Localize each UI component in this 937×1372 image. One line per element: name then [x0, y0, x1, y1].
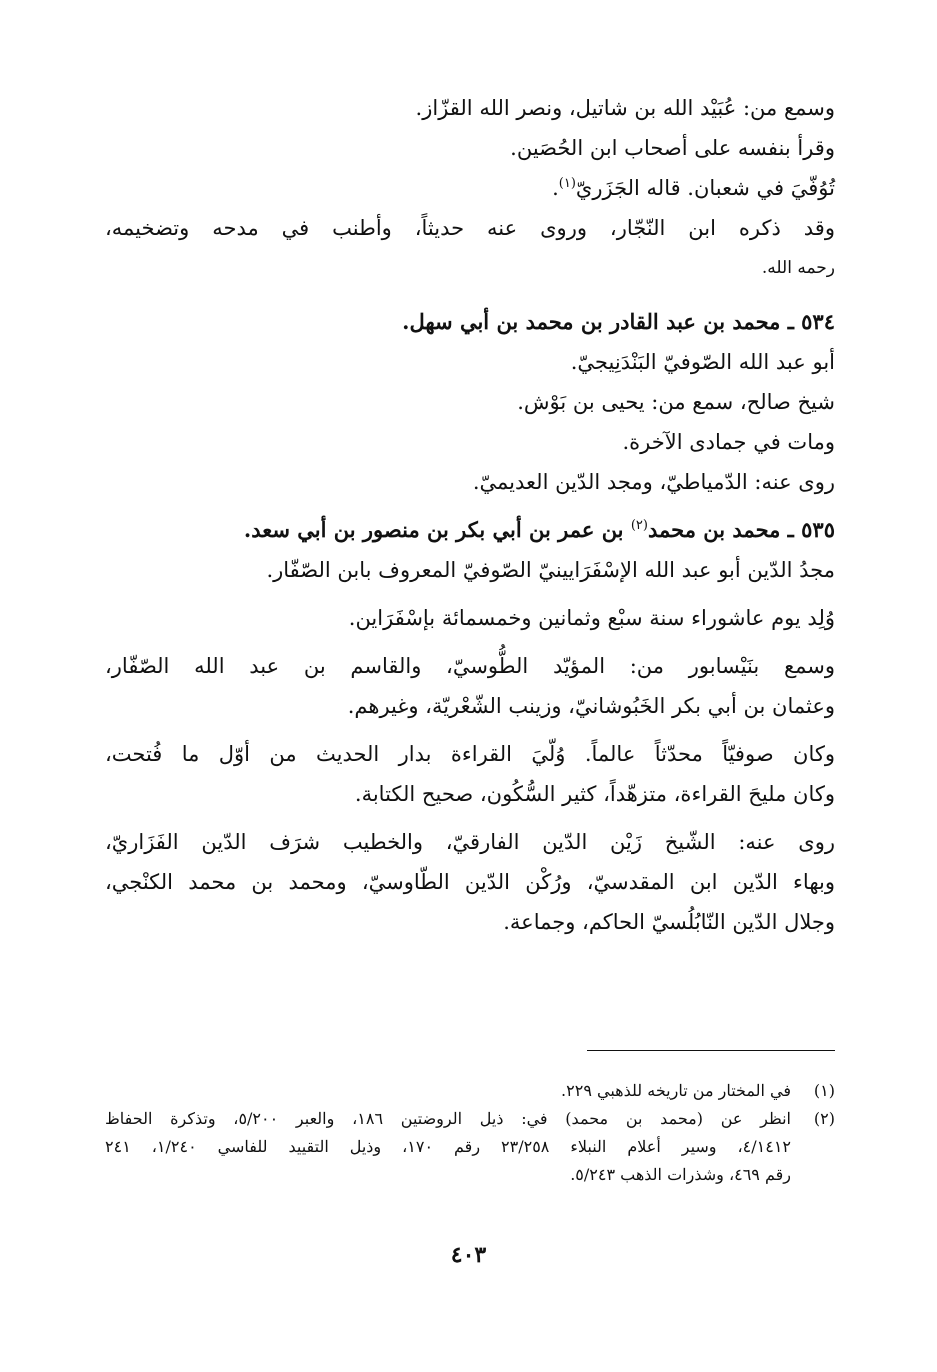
entry-heading: ٥٣٤ ـ محمد بن عبد القادر بن محمد بن أبي سهل.	[402, 309, 835, 334]
text-line: وسمع بنَيْسابور من: المؤيّد الطُّوسيّ، والقاسم بن عبد الله الصّفّار،	[105, 654, 835, 678]
spacer	[105, 502, 835, 510]
text-line: أبو عبد الله الصّوفيّ البَنْدَنِيجيّ.	[570, 350, 835, 374]
text-line: روى عنه: الدّمياطيّ، ومجد الدّين العديميّ.	[472, 470, 835, 494]
text-line: وبهاء الدّين ابن المقدسيّ، ورُكْن الدّين الطّاوسيّ، ومحمد بن محمد الكنْجي،	[105, 870, 835, 894]
spacer	[105, 590, 835, 598]
spacer	[105, 726, 835, 734]
footnote-line: في المختار من تاريخه للذهبي ٢٢٩.	[561, 1081, 791, 1100]
heading-part: بن عمر بن أبي بكر بن منصور بن أبي سعد.	[243, 517, 624, 542]
footnote-body	[105, 1105, 791, 1189]
text-line: وُلِد يوم عاشوراء سنة سبْع وثمانين وخمسمائة بإسْفَرَاين.	[348, 606, 835, 630]
footnote	[105, 1105, 835, 1189]
text-line: وكان مليحَ القراءة، متزهّداً، كثير السُّكُون، صحيح الكتابة.	[354, 782, 835, 806]
footnote-marker[interactable]: (٢)	[630, 518, 648, 533]
text-line: شيخ صالح، سمع من: يحيى بن بَوْش.	[517, 390, 835, 414]
heading-part: ٥٣٥ ـ محمد بن محمد	[647, 517, 835, 542]
spacer	[105, 814, 835, 822]
footnote-divider	[587, 1050, 835, 1051]
footnote-marker[interactable]: (١)	[558, 176, 576, 191]
text-span: .	[552, 176, 559, 200]
text-line: وقرأ بنفسه على أصحاب ابن الحُصَين.	[510, 136, 835, 160]
text-line: روى عنه: الشّيخ زَيْن الدّين الفارقيّ، والخطيب شرَف الدّين الفَزَاريّ،	[105, 830, 835, 854]
page-number: ٤٠٣	[450, 1242, 487, 1268]
entry-heading	[105, 510, 835, 550]
footnote-line: رقم ٤٦٩، وشذرات الذهب ٥/٢٤٣.	[570, 1165, 791, 1184]
text-line: مجدُ الدّين أبو عبد الله الإسْفَرَايينيّ الصّوفيّ المعروف بابن الصّفّار.	[266, 558, 835, 582]
text-line: رحمه الله.	[761, 258, 835, 278]
spacer	[105, 638, 835, 646]
footnote	[105, 1077, 835, 1105]
text-line: وقد ذكره ابن النّجّار، وروى عنه حديثاً، وأطنب في مدحه وتضخيمه،	[105, 216, 835, 240]
footnote-body	[105, 1077, 791, 1105]
text-line: وكان صوفيّاً محدّثاً عالماً. وُلّيَ القراءة بدار الحديث من أوّل ما فُتحت،	[105, 742, 835, 766]
spacer	[105, 288, 835, 302]
text-line: وعثمان بن أبي بكر الخَبُوشانيّ، وزينب الشّعْريّة، وغيرهم.	[347, 694, 835, 718]
text-line	[105, 168, 835, 208]
text-line: وسمع من: عُبَيْد الله بن شاتيل، ونصر الله القزّاز.	[415, 96, 835, 120]
footnotes	[105, 1050, 835, 1189]
text-line: ومات في جمادى الآخرة.	[622, 430, 835, 454]
footnote-number: (١)	[813, 1081, 835, 1100]
text-span: تُوُفّيَ في شعبان. قاله الجَزَريّ	[575, 176, 835, 200]
footnote-number: (٢)	[813, 1109, 835, 1128]
footnote-line: ٤/١٤١٢، وسير أعلام النبلاء ٢٣/٢٥٨ رقم ١٧٠، وذيل التقييد للفاسي ١/٢٤٠، ٢٤١	[105, 1137, 792, 1156]
text-line: وجلال الدّين النّابُلُسيّ الحاكم، وجماعة.	[503, 910, 835, 934]
footnote-line: انظر عن (محمد بن محمد) في: ذيل الروضتين ١٨٦، والعبر ٥/٢٠٠، وتذكرة الحفاظ	[105, 1109, 791, 1128]
page-text	[105, 88, 835, 942]
